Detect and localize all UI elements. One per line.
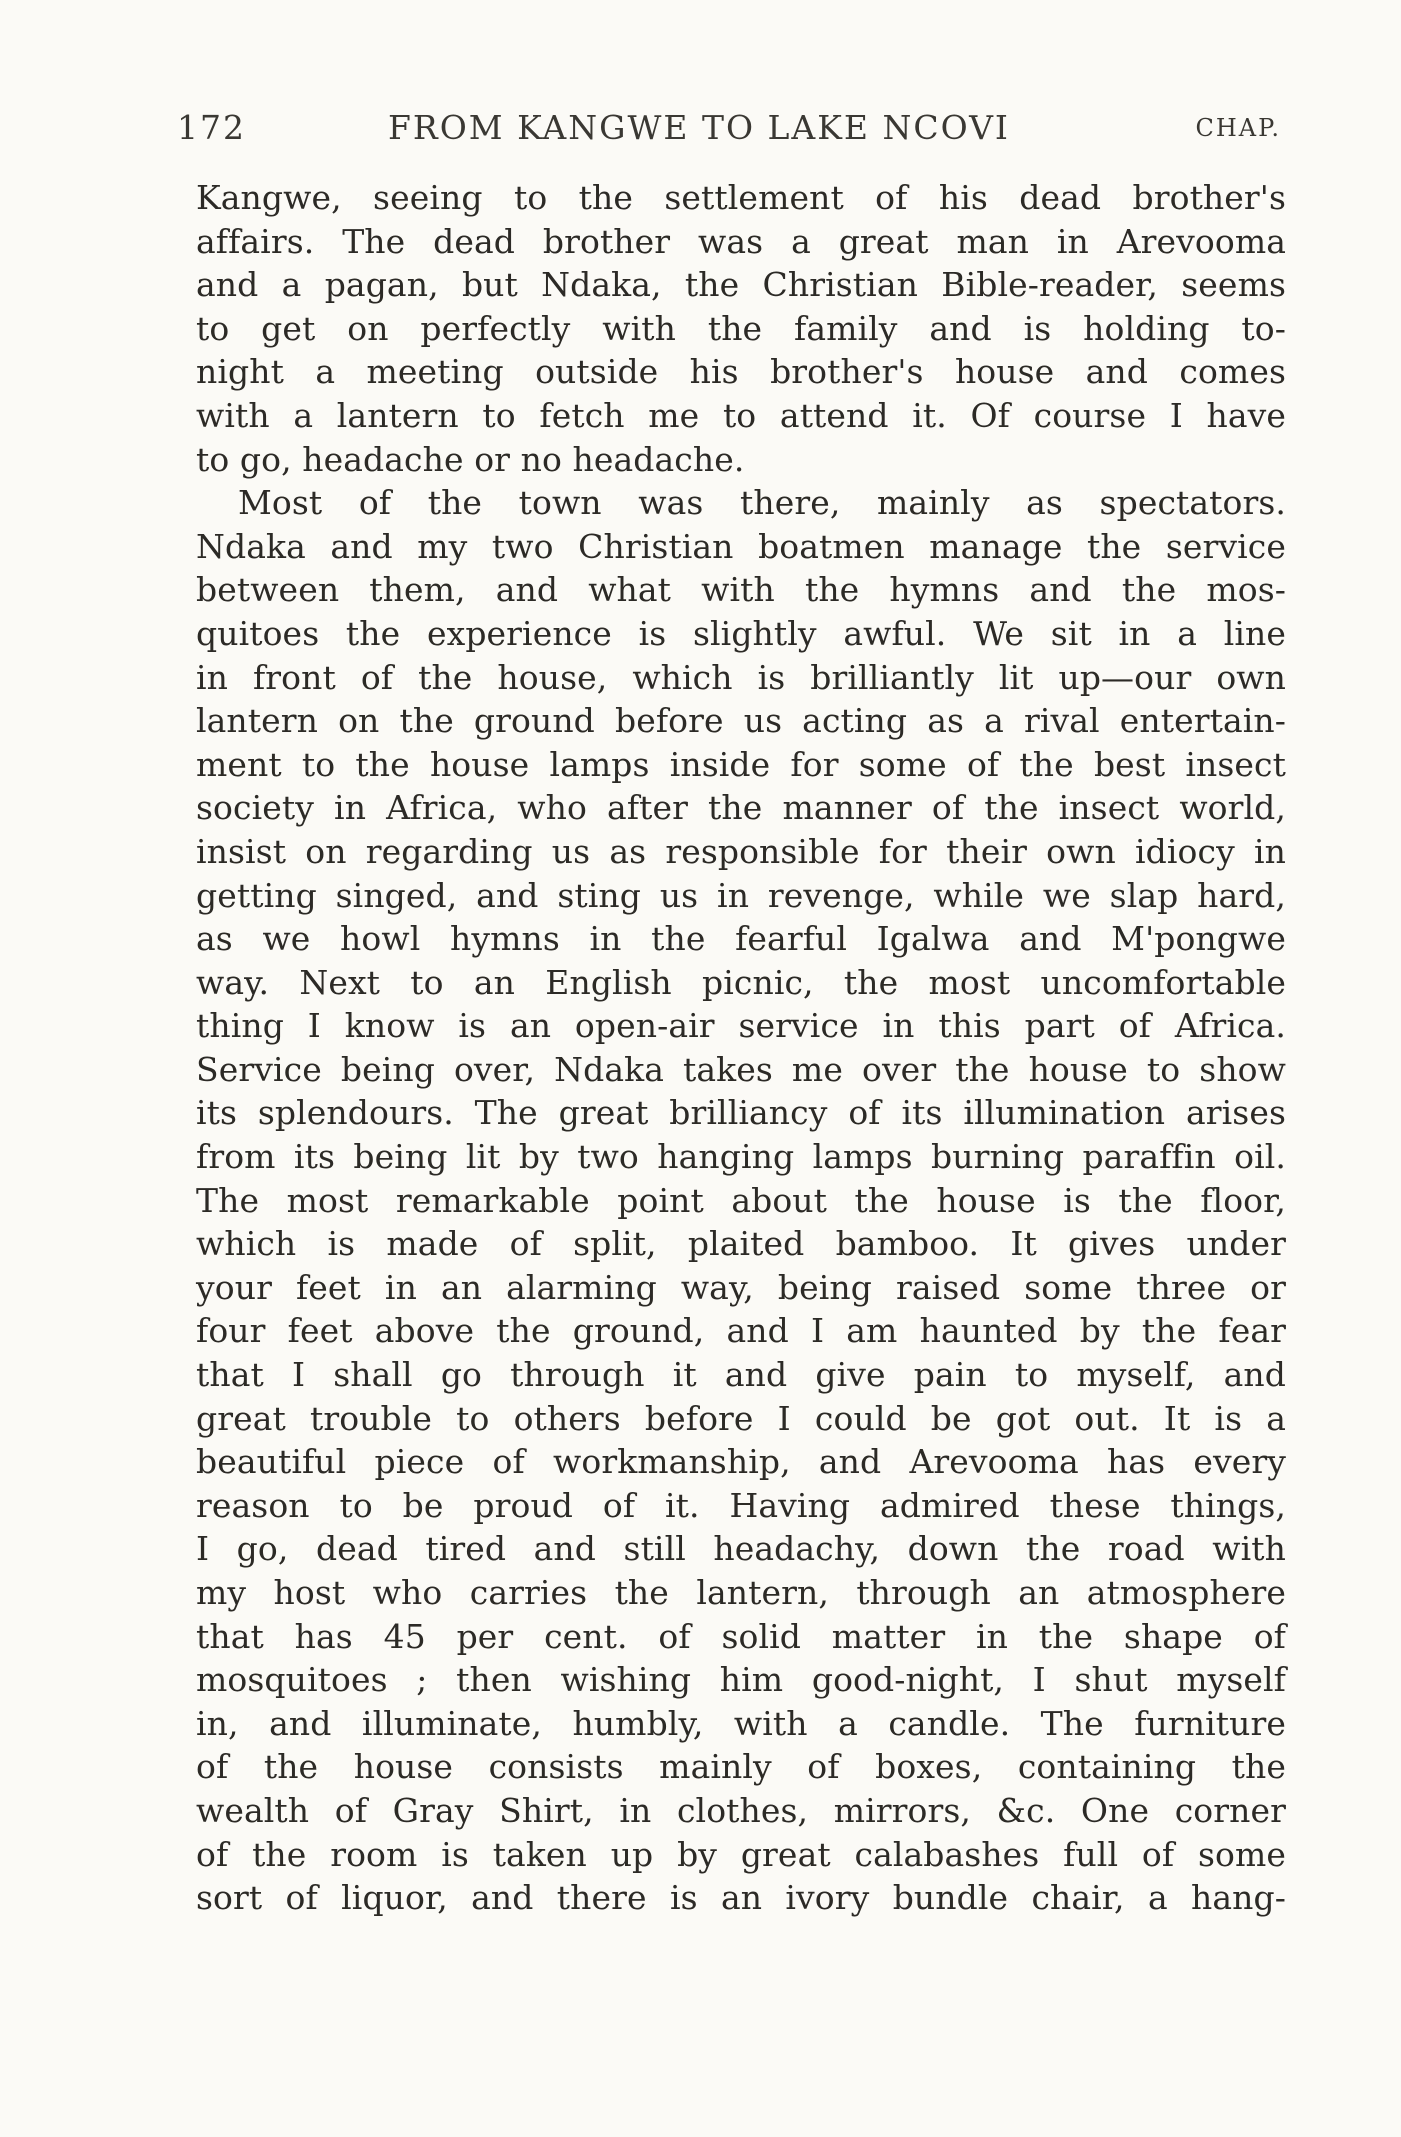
text-line: of the room is taken up by great calabashes full of some — [196, 1834, 1286, 1874]
text-line: lantern on the ground before us acting as a rival entertain- — [196, 701, 1286, 741]
text-line: insist on regarding us as responsible for their own idiocy in — [196, 831, 1286, 871]
text-line: your feet in an alarming way, being raised some three or — [196, 1267, 1286, 1307]
text-line: wealth of Gray Shirt, in clothes, mirrors, &c. One corner — [196, 1790, 1286, 1830]
text-line: with a lantern to fetch me to attend it. Of course I have — [196, 395, 1286, 435]
text-line: that has 45 per cent. of solid matter in the shape of — [196, 1616, 1286, 1656]
text-line: its splendours. The great brilliancy of its illumination arises — [196, 1093, 1286, 1133]
text-line: quitoes the experience is slightly awful. We sit in a line — [196, 613, 1286, 653]
text-line: in, and illuminate, humbly, with a candle. The furniture — [196, 1703, 1286, 1743]
text-line: getting singed, and sting us in revenge, while we slap hard, — [196, 875, 1286, 915]
text-line: affairs. The dead brother was a great man in Arevooma — [196, 221, 1286, 261]
text-line: mosquitoes ; then wishing him good-night, I shut myself — [196, 1660, 1286, 1700]
text-line: beautiful piece of workmanship, and Arevooma has every — [196, 1442, 1286, 1482]
text-line: as we howl hymns in the fearful Igalwa and M'pongwe — [196, 919, 1286, 959]
text-line: to get on perfectly with the family and is holding to- — [196, 308, 1286, 348]
text-line: sort of liquor, and there is an ivory bundle chair, a hang- — [196, 1878, 1286, 1918]
text-line: thing I know is an open-air service in this part of Africa. — [196, 1006, 1286, 1046]
page-number: 172 — [177, 108, 246, 147]
running-title: FROM KANGWE TO LAKE NCOVI — [388, 108, 1010, 147]
text-line: night a meeting outside his brother's house and comes — [196, 352, 1286, 392]
running-head — [177, 108, 1281, 158]
text-line: four feet above the ground, and I am haunted by the fear — [196, 1311, 1286, 1351]
text-line: of the house consists mainly of boxes, containing the — [196, 1747, 1286, 1787]
body-text — [196, 176, 1286, 1920]
text-line: great trouble to others before I could be got out. It is a — [196, 1398, 1286, 1438]
text-line: that I shall go through it and give pain to myself, and — [196, 1355, 1286, 1395]
text-line: which is made of split, plaited bamboo. It gives under — [196, 1224, 1286, 1264]
text-line: The most remarkable point about the house is the floor, — [196, 1180, 1286, 1220]
text-line: from its being lit by two hanging lamps burning paraffin oil. — [196, 1137, 1286, 1177]
text-line: Kangwe, seeing to the settlement of his dead brother's — [196, 178, 1286, 217]
text-line: to go, headache or no headache. — [196, 439, 745, 479]
paragraph-start-line: Most of the town was there, mainly as spectators. — [238, 483, 1286, 523]
text-line: and a pagan, but Ndaka, the Christian Bible-reader, seems — [196, 265, 1286, 305]
text-line: reason to be proud of it. Having admired these things, — [196, 1485, 1286, 1525]
text-line: my host who carries the lantern, through an atmosphere — [196, 1573, 1286, 1612]
text-line: way. Next to an English picnic, the most uncomfortable — [196, 962, 1286, 1002]
text-line: society in Africa, who after the manner of the insect world, — [196, 788, 1286, 828]
chapter-abbreviation: CHAP. — [1195, 114, 1281, 142]
text-line: Service being over, Ndaka takes me over the house to show — [196, 1049, 1286, 1089]
text-line: between them, and what with the hymns and the mos- — [196, 570, 1286, 610]
text-line: Ndaka and my two Christian boatmen manage the service — [196, 526, 1286, 566]
text-line: I go, dead tired and still headachy, down the road with — [196, 1529, 1286, 1569]
text-line: in front of the house, which is brilliantly lit up—our own — [196, 657, 1286, 697]
text-line: ment to the house lamps inside for some of the best insect — [196, 744, 1286, 784]
